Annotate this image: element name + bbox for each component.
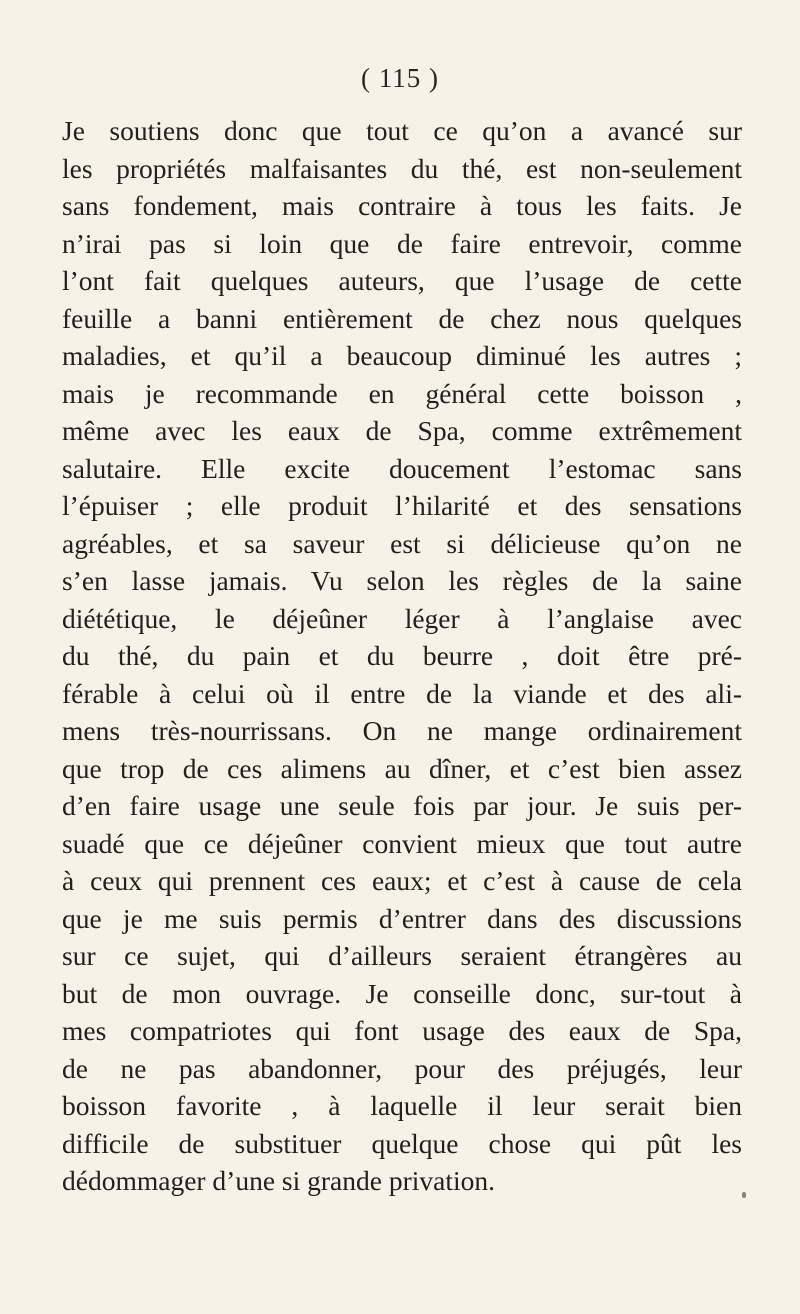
text-line: que trop de ces alimens au dîner, et c’est bien assez — [62, 752, 742, 784]
text-line: Je soutiens donc que tout ce qu’on a avancé sur — [62, 115, 742, 146]
text-line: mais je recommande en général cette boisson , — [62, 377, 742, 409]
text-line: n’irai pas si loin que de faire entrevoir, comme — [62, 227, 742, 259]
text-line: feuille a banni entièrement de chez nous quelques — [62, 302, 742, 334]
text-line: férable à celui où il entre de la viande et des ali- — [62, 677, 742, 709]
text-line: d’en faire usage une seule fois par jour. Je suis per- — [62, 790, 742, 821]
text-line: difficile de substituer quelque chose qui pût les — [62, 1127, 742, 1159]
text-line: s’en lasse jamais. Vu selon les règles de la saine — [62, 565, 742, 596]
text-line: mes compatriotes qui font usage des eaux de Spa, — [62, 1015, 742, 1046]
text-line: sur ce sujet, qui d’ailleurs seraient étrangères au — [62, 940, 742, 971]
text-line: but de mon ouvrage. Je conseille donc, sur-tout à — [62, 977, 742, 1009]
text-line: que je me suis permis d’entrer dans des discussions — [62, 902, 742, 934]
text-line: même avec les eaux de Spa, comme extrêmement — [62, 415, 742, 446]
text-line: à ceux qui prennent ces eaux; et c’est à cause de cela — [62, 865, 742, 896]
text-line: mens très-nourrissans. On ne mange ordinairement — [62, 715, 742, 746]
paper-speck — [742, 1192, 746, 1198]
text-line: diététique, le déjeûner léger à l’anglaise avec — [62, 602, 742, 634]
text-line: de ne pas abandonner, pour des préjugés, leur — [62, 1052, 742, 1084]
text-line: salutaire. Elle excite doucement l’estomac sans — [62, 452, 742, 484]
text-line: agréables, et sa saveur est si délicieuse qu’on ne — [62, 527, 742, 559]
body-text — [62, 112, 742, 1200]
text-line: suadé que ce déjeûner convient mieux que tout autre — [62, 827, 742, 859]
text-line: l’épuiser ; elle produit l’hilarité et des sensations — [62, 490, 742, 521]
text-line: boisson favorite , à laquelle il leur serait bien — [62, 1090, 742, 1121]
text-line: les propriétés malfaisantes du thé, est non-seulement — [62, 152, 742, 184]
page-number: ( 115 ) — [361, 63, 439, 93]
text-line: du thé, du pain et du beurre , doit être pré- — [62, 640, 742, 671]
text-line: l’ont fait quelques auteurs, que l’usage de cette — [62, 265, 742, 296]
text-line: maladies, et qu’il a beaucoup diminué les autres ; — [62, 340, 742, 371]
text-line: dédommager d’une si grande privation. — [62, 1165, 495, 1196]
text-line: sans fondement, mais contraire à tous les faits. Je — [62, 190, 742, 221]
